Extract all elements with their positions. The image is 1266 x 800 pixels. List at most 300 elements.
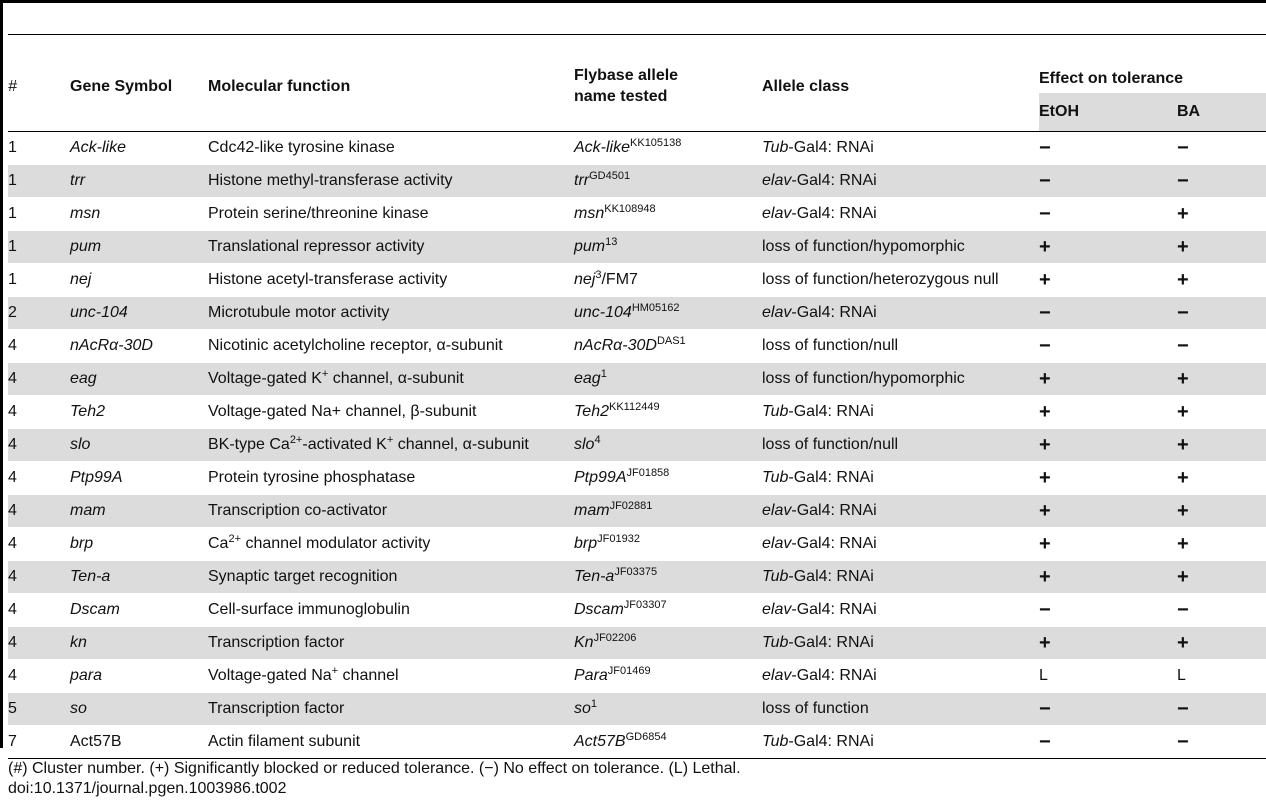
header-effect-on-tolerance: Effect on tolerance [1039,70,1184,87]
cell-gene-symbol [70,132,208,165]
allele-class-driver: Tub [762,469,789,486]
cell-ba-effect [1177,264,1266,297]
cell-allele-class [762,231,1039,264]
etoh-effect-mark: + [1039,235,1051,258]
ba-effect-mark: + [1177,202,1189,225]
cluster-number-text: 2 [8,304,17,321]
cell-molecular-function [208,693,574,726]
cell-allele-class [762,429,1039,462]
allele-superscript: GD6854 [625,731,667,743]
table-footnote: (#) Cluster number. (+) Significantly blocked or reduced tolerance. (−) No effect on tolerance. (L) Lethal. [8,760,741,777]
ba-effect-mark: − [1177,136,1189,159]
function-superscript: 2+ [289,434,303,446]
cell-gene-symbol [70,726,208,759]
allele-superscript: JF02206 [593,632,637,644]
cell-gene-symbol [70,693,208,726]
allele-name: eag [574,370,601,387]
function-text-part: Voltage-gated K [208,370,322,387]
cell-etoh-effect [1039,528,1177,561]
function-text-part: channel, α-subunit [328,370,464,387]
cell-flybase-allele [574,132,762,165]
allele-name: nej [574,271,596,288]
cell-etoh-effect [1039,165,1177,198]
allele-superscript: 1 [590,698,598,710]
cell-flybase-allele [574,198,762,231]
etoh-effect-mark: − [1039,334,1051,357]
allele-superscript: JF01469 [607,665,651,677]
allele-class-text: -Gal4: RNAi [788,634,874,651]
function-text-part: Ca [208,535,229,552]
table-row [8,627,1266,660]
cell-allele-class [762,264,1039,297]
ba-effect-mark: − [1177,334,1189,357]
cell-flybase-allele [574,495,762,528]
allele-class-driver: elav [762,535,792,552]
cluster-number-text: 4 [8,634,17,651]
allele-class-driver: elav [762,205,792,222]
etoh-effect-mark: + [1039,532,1051,555]
cell-etoh-effect [1039,363,1177,396]
etoh-effect-mark: − [1039,169,1051,192]
cell-gene-symbol [70,627,208,660]
cell-flybase-allele [574,528,762,561]
allele-superscript: 13 [605,236,618,248]
results-table [8,35,1266,759]
cell-gene-symbol [70,462,208,495]
allele-class-driver: elav [762,304,792,321]
cell-molecular-function [208,165,574,198]
cell-cluster-number [8,528,70,561]
etoh-effect-mark: − [1039,697,1051,720]
cell-etoh-effect [1039,297,1177,330]
function-text: Translational repressor activity [208,238,425,255]
ba-effect-mark: − [1177,598,1189,621]
cell-molecular-function [208,198,574,231]
gene-symbol-text: para [70,667,103,684]
cell-etoh-effect [1039,693,1177,726]
allele-superscript: JF03375 [614,566,658,578]
header-ba: BA [1177,93,1266,132]
allele-class-driver: elav [762,502,792,519]
cell-molecular-function [208,561,574,594]
cell-ba-effect [1177,528,1266,561]
cell-ba-effect [1177,297,1266,330]
cell-ba-effect [1177,198,1266,231]
function-text-part: -activated K [302,436,387,453]
cell-ba-effect [1177,165,1266,198]
header-flybase-line2: name tested [574,88,668,105]
allele-class-text: -Gal4: RNAi [788,568,874,585]
allele-name: Act57B [574,733,626,750]
allele-name: Teh2 [574,403,609,420]
allele-superscript: KK112449 [609,401,660,413]
function-text: Voltage-gated Na+ channel, β-subunit [208,403,477,420]
cell-flybase-allele [574,660,762,693]
cell-etoh-effect [1039,231,1177,264]
function-text: Protein serine/threonine kinase [208,205,429,222]
allele-superscript: KK108948 [604,203,656,215]
ba-effect-mark: + [1177,433,1189,456]
cell-gene-symbol [70,528,208,561]
gene-symbol-text: Act57B [70,733,122,750]
cell-cluster-number [8,396,70,429]
allele-name: nAcRα-30D [574,337,657,354]
etoh-effect-mark: − [1039,598,1051,621]
ba-effect-mark: + [1177,565,1189,588]
allele-name: Ptp99A [574,469,627,486]
allele-superscript: DAS1 [656,335,686,347]
doi-line: doi:10.1371/journal.pgen.1003986.t002 [8,780,287,797]
function-text: Microtubule motor activity [208,304,390,321]
cell-ba-effect [1177,726,1266,759]
cell-allele-class [762,297,1039,330]
gene-symbol-text: kn [70,634,87,651]
etoh-effect-mark: + [1039,466,1051,489]
allele-name: msn [574,205,605,222]
table-row [8,297,1266,330]
cell-allele-class [762,495,1039,528]
cluster-number-text: 4 [8,667,17,684]
allele-name: Kn [574,634,594,651]
left-rule [0,0,3,748]
allele-superscript: JF01932 [597,533,640,545]
header-molecular-function: Molecular function [208,78,351,95]
table-row [8,528,1266,561]
gene-symbol-text: unc-104 [70,304,128,321]
etoh-effect-mark: + [1039,565,1051,588]
cell-etoh-effect [1039,198,1177,231]
cluster-number-text: 4 [8,403,17,420]
cell-flybase-allele [574,396,762,429]
allele-class-text: -Gal4: RNAi [788,403,874,420]
etoh-effect-mark: − [1039,301,1051,324]
ba-effect-mark: − [1177,697,1189,720]
cell-allele-class [762,693,1039,726]
gene-symbol-text: Ptp99A [70,469,123,486]
gene-symbol-text: so [70,700,87,717]
cell-flybase-allele [574,231,762,264]
allele-class-text: -Gal4: RNAi [791,172,877,189]
cell-gene-symbol [70,297,208,330]
cell-gene-symbol [70,495,208,528]
gene-symbol-text: Teh2 [70,403,105,420]
cluster-number-text: 1 [8,271,17,288]
cell-ba-effect [1177,429,1266,462]
cell-gene-symbol [70,594,208,627]
cluster-number-text: 1 [8,238,17,255]
allele-name: Dscam [574,601,624,618]
table-row [8,264,1266,297]
cell-flybase-allele [574,264,762,297]
ba-effect-mark: − [1177,301,1189,324]
cell-molecular-function [208,429,574,462]
allele-class-text: loss of function/null [762,337,899,354]
cell-cluster-number [8,693,70,726]
allele-class-text: loss of function/null [762,436,899,453]
cell-gene-symbol [70,198,208,231]
allele-class-text: loss of function/hypomorphic [762,238,965,255]
function-text: Protein tyrosine phosphatase [208,469,416,486]
cell-molecular-function [208,231,574,264]
allele-class-driver: elav [762,601,792,618]
function-text-part: Voltage-gated Na [208,667,332,684]
cell-gene-symbol [70,363,208,396]
function-text: Cell-surface immunoglobulin [208,601,410,618]
cell-gene-symbol [70,264,208,297]
cell-etoh-effect [1039,132,1177,165]
allele-superscript: KK105138 [630,137,682,149]
function-text-part: BK-type Ca [208,436,290,453]
cell-gene-symbol [70,231,208,264]
cell-flybase-allele [574,462,762,495]
cell-flybase-allele [574,594,762,627]
cell-allele-class [762,132,1039,165]
etoh-effect-mark: + [1039,499,1051,522]
table-row [8,198,1266,231]
gene-symbol-text: trr [70,172,86,189]
etoh-effect-mark: + [1039,268,1051,291]
cell-allele-class [762,561,1039,594]
allele-name: mam [574,502,610,519]
cell-cluster-number [8,495,70,528]
cell-gene-symbol [70,660,208,693]
allele-superscript: 4 [594,434,601,446]
table-row [8,495,1266,528]
cell-molecular-function [208,462,574,495]
cell-molecular-function [208,495,574,528]
gene-symbol-text: pum [70,238,102,255]
cell-etoh-effect [1039,627,1177,660]
etoh-effect-mark: + [1039,400,1051,423]
function-text: Cdc42-like tyrosine kinase [208,139,395,156]
cell-flybase-allele [574,561,762,594]
cell-etoh-effect [1039,726,1177,759]
cell-cluster-number [8,462,70,495]
cell-flybase-allele [574,297,762,330]
allele-class-driver: Tub [762,139,789,156]
allele-class-text: loss of function/heterozygous null [762,271,999,288]
cell-allele-class [762,462,1039,495]
function-text: Histone methyl-transferase activity [208,172,453,189]
ba-effect-mark: + [1177,367,1189,390]
cell-etoh-effect [1039,264,1177,297]
etoh-effect-mark: + [1039,367,1051,390]
cluster-number-text: 4 [8,502,17,519]
table-row [8,330,1266,363]
etoh-effect-mark: + [1039,433,1051,456]
cluster-number-text: 4 [8,337,17,354]
cluster-number-text: 4 [8,436,17,453]
allele-class-driver: Tub [762,733,789,750]
top-rule [0,0,1266,3]
function-text: Transcription co-activator [208,502,388,519]
ba-effect-mark: + [1177,400,1189,423]
cluster-number-text: 5 [8,700,17,717]
header-etoh: EtOH [1039,93,1177,132]
allele-superscript: JF03307 [623,599,667,611]
cell-flybase-allele [574,429,762,462]
cell-molecular-function [208,330,574,363]
cell-ba-effect [1177,627,1266,660]
cell-flybase-allele [574,726,762,759]
cell-gene-symbol [70,396,208,429]
cell-molecular-function [208,363,574,396]
table-row [8,429,1266,462]
cell-ba-effect [1177,693,1266,726]
allele-class-text: -Gal4: RNAi [788,469,874,486]
cell-gene-symbol [70,561,208,594]
allele-superscript: GD4501 [589,170,631,182]
ba-effect-mark: + [1177,466,1189,489]
table-row [8,132,1266,165]
allele-class-driver: Tub [762,634,789,651]
allele-class-text: -Gal4: RNAi [791,667,877,684]
table-row [8,165,1266,198]
allele-superscript: 3 [595,269,602,281]
gene-symbol-text: eag [70,370,97,387]
ba-effect-mark: + [1177,631,1189,654]
cell-flybase-allele [574,330,762,363]
cell-allele-class [762,726,1039,759]
cell-ba-effect [1177,561,1266,594]
allele-class-text: -Gal4: RNAi [788,139,874,156]
allele-class-driver: Tub [762,568,789,585]
function-text-part: channel, α-subunit [393,436,529,453]
ba-effect-mark: + [1177,268,1189,291]
allele-superscript: JF02881 [609,500,653,512]
function-superscript: 2+ [228,533,241,545]
cell-allele-class [762,363,1039,396]
allele-superscript: HM05162 [631,302,680,314]
cluster-number-text: 4 [8,535,17,552]
cell-allele-class [762,165,1039,198]
cell-cluster-number [8,627,70,660]
allele-name: trr [574,172,590,189]
cell-molecular-function [208,528,574,561]
cell-flybase-allele [574,363,762,396]
function-superscript: + [331,665,339,677]
allele-name: slo [574,436,595,453]
cell-allele-class [762,594,1039,627]
ba-effect-mark: − [1177,169,1189,192]
cell-ba-effect [1177,462,1266,495]
cell-molecular-function [208,660,574,693]
cell-etoh-effect [1039,396,1177,429]
cluster-number-text: 4 [8,568,17,585]
cell-cluster-number [8,198,70,231]
function-text: Synaptic target recognition [208,568,398,585]
cluster-number-text: 1 [8,205,17,222]
cluster-number-text: 4 [8,370,17,387]
allele-class-driver: Tub [762,403,789,420]
allele-class-text: -Gal4: RNAi [791,601,877,618]
function-text-part: channel [338,667,399,684]
table-row [8,660,1266,693]
table-row [8,561,1266,594]
cell-cluster-number [8,132,70,165]
cell-etoh-effect [1039,660,1177,693]
table-row [8,726,1266,759]
etoh-effect-mark: − [1039,730,1051,753]
cell-cluster-number [8,429,70,462]
cell-ba-effect [1177,660,1266,693]
ba-effect-mark: L [1177,667,1186,684]
cell-cluster-number [8,330,70,363]
cell-allele-class [762,198,1039,231]
header-number: # [8,78,17,95]
allele-class-text: loss of function/hypomorphic [762,370,965,387]
allele-name: Ack-like [574,139,631,156]
cell-etoh-effect [1039,429,1177,462]
cell-cluster-number [8,264,70,297]
ba-effect-mark: + [1177,532,1189,555]
header-gene-symbol: Gene Symbol [70,78,173,95]
cell-ba-effect [1177,132,1266,165]
cluster-number-text: 7 [8,733,17,750]
cell-cluster-number [8,363,70,396]
cell-flybase-allele [574,627,762,660]
cell-allele-class [762,528,1039,561]
cell-molecular-function [208,726,574,759]
allele-suffix: /FM7 [601,271,638,288]
function-superscript: + [386,434,394,446]
table-row [8,231,1266,264]
allele-superscript: JF01858 [626,467,670,479]
allele-name: unc-104 [574,304,632,321]
cell-molecular-function [208,297,574,330]
allele-class-text: -Gal4: RNAi [791,304,877,321]
gene-symbol-text: nAcRα-30D [70,337,153,354]
allele-class-text: -Gal4: RNAi [788,733,874,750]
cell-allele-class [762,660,1039,693]
function-text: Transcription factor [208,700,345,717]
gene-symbol-text: msn [70,205,101,222]
cell-allele-class [762,396,1039,429]
cell-etoh-effect [1039,330,1177,363]
cell-allele-class [762,627,1039,660]
function-text-part: channel modulator activity [241,535,431,552]
cell-flybase-allele [574,165,762,198]
cell-ba-effect [1177,231,1266,264]
gene-symbol-text: Dscam [70,601,120,618]
ba-effect-mark: + [1177,235,1189,258]
cell-flybase-allele [574,693,762,726]
table-row [8,396,1266,429]
allele-name: brp [574,535,598,552]
cell-cluster-number [8,594,70,627]
header-flybase-line1: Flybase allele [574,67,679,84]
cluster-number-text: 1 [8,139,17,156]
header-allele-class: Allele class [762,78,850,95]
table-row [8,594,1266,627]
cell-gene-symbol [70,429,208,462]
cell-molecular-function [208,396,574,429]
etoh-effect-mark: − [1039,202,1051,225]
cell-molecular-function [208,594,574,627]
gene-symbol-text: brp [70,535,94,552]
table-row [8,693,1266,726]
cell-etoh-effect [1039,495,1177,528]
cell-cluster-number [8,231,70,264]
cell-molecular-function [208,264,574,297]
cell-ba-effect [1177,594,1266,627]
cluster-number-text: 1 [8,172,17,189]
cluster-number-text: 4 [8,469,17,486]
etoh-effect-mark: − [1039,136,1051,159]
gene-symbol-text: nej [70,271,92,288]
gene-symbol-text: mam [70,502,106,519]
allele-class-text: -Gal4: RNAi [791,535,877,552]
